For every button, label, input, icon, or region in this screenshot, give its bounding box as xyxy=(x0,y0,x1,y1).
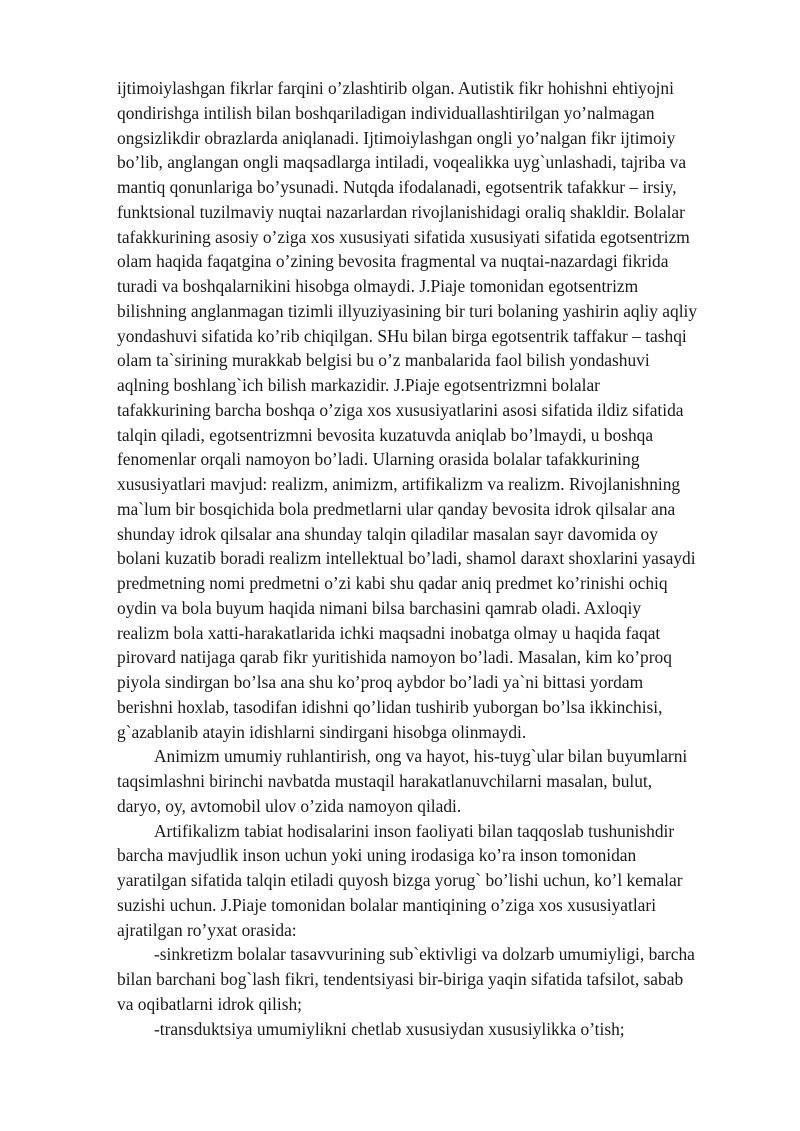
list-item-sinkretizm xyxy=(117,942,747,1016)
text-line: qondirishga intilish bilan boshqariladigan individuallashtirilgan yo’nalmagan xyxy=(117,102,655,123)
text-line: bo’lib, anglangan ongli maqsadlarga intiladi, voqealikka uyg`unlashadi, tajriba va xyxy=(117,152,687,173)
text-line: piyola sindirgan bo’lsa ana shu ko’proq aybdor bo’ladi ya`ni bittasi yordam xyxy=(117,672,644,692)
text-line: realizm bola xatti-harakatlarida ichki maqsadni inobatga olmay u haqida faqat xyxy=(117,622,661,643)
list-item-transduktsiya xyxy=(117,1017,747,1042)
text-line: turadi va boshqalarnikini hisobga olmaydi. J.Piaje tomonidan egotsentrizm xyxy=(117,276,639,296)
text-line: shunday idrok qilsalar ana shunday talqin qiladilar masalan sayr davomida oy xyxy=(117,523,658,544)
text-line: suzishi uchun. J.Piaje tomonidan bolalar mantiqining o’ziga xos xususiyatlari xyxy=(117,894,657,915)
text-line: g`azablanib atayin idishlarni sindirgani hisobga olinmaydi. xyxy=(117,721,527,742)
text-line: va oqibatlarni idrok qilish; xyxy=(117,993,302,1014)
text-line: tafakkurining barcha boshqa o’ziga xos xususiyatlarini asosi sifatida ildiz sifatida xyxy=(117,399,684,420)
text-line: Artifikalizm tabiat hodisalarini inson faoliyati bilan taqqoslab tushunishdir xyxy=(154,820,675,841)
text-line: bolani kuzatib boradi realizm intellektual bo’ladi, shamol daraxt shoxlarini yasaydi xyxy=(117,548,696,569)
text-line: daryo, oy, avtomobil ulov o’zida namoyon qiladi. xyxy=(117,795,462,816)
text-line: talqin qiladi, egotsentrizmni bevosita kuzatuvda aniqlab bo’lmaydi, u boshqa xyxy=(117,424,654,445)
body-text xyxy=(117,76,747,1041)
text-line: xususiyatlari mavjud: realizm, animizm, artifikalizm va realizm. Rivojlanishning xyxy=(117,474,681,494)
text-line: predmetning nomi predmetni o’zi kabi shu qadar aniq predmet ko’rinishi ochiq xyxy=(117,573,668,593)
text-line: fenomenlar orqali namoyon bo’ladi. Ularning orasida bolalar tafakkurining xyxy=(117,449,640,470)
text-line: funktsional tuzilmaviy nuqtai nazarlardan rivojlanishidagi oraliq shakldir. Bolalar xyxy=(117,201,685,222)
text-line: oydin va bola buyum haqida nimani bilsa barchasini qamrab oladi. Axloqiy xyxy=(117,597,642,618)
text-line: -transduktsiya umumiylikni chetlab xususiydan xususiylikka o’tish; xyxy=(154,1018,625,1039)
text-line: yaratilgan sifatida talqin etiladi quyosh bizga yorug` bo’lishi uchun, ko’l kemalar xyxy=(117,870,683,890)
text-line: ma`lum bir bosqichida bola predmetlarni ular qanday bevosita idrok qilsalar ana xyxy=(117,498,676,519)
text-line: Animizm umumiy ruhlantirish, ong va hayot, his-tuyg`ular bilan buyumlarni xyxy=(154,746,688,767)
text-line: bilishning anglanmagan tizimli illyuziyasining bir turi bolaning yashirin aqliy aqliy xyxy=(117,300,698,321)
text-line: aqlning boshlang`ich bilish markazidir. J.Piaje egotsentrizmni bolalar xyxy=(117,375,600,395)
text-line: ongsizlikdir obrazlarda aniqlanadi. Ijtimoiylashgan ongli yo’nalgan fikr ijtimoiy xyxy=(117,127,676,148)
text-line: berishni hoxlab, tasodifan idishni qo’lidan tushirib yuborgan bo’lsa ikkinchisi, xyxy=(117,696,663,717)
text-line: ijtimoiylashgan fikrlar farqini o’zlashtirib olgan. Autistik fikr hohishni ehtiyojni xyxy=(117,78,674,98)
text-line: yondashuvi sifatida ko’rib chiqilgan. SHu bilan birga egotsentrik taffakur – tashqi xyxy=(117,325,687,346)
text-line: pirovard natijaga qarab fikr yuritishida namoyon bo’ladi. Masalan, kim ko’proq xyxy=(117,647,672,668)
paragraph-animizm xyxy=(117,744,747,818)
text-line: olam haqida faqatgina o’zining bevosita fragmental va nuqtai-nazardagi fikrida xyxy=(117,251,669,272)
text-line: tafakkurining asosiy o’ziga xos xususiyati sifatida xususiyati sifatida egotsentrizm xyxy=(117,226,690,247)
text-line: barcha mavjudlik inson uchun yoki uning irodasiga ko’ra inson tomonidan xyxy=(117,845,637,866)
text-line: olam ta`sirining murakkab belgisi bu o’z manbalarida faol bilish yondashuvi xyxy=(117,350,650,371)
paragraph-artifikalizm xyxy=(117,819,747,943)
paragraph xyxy=(117,76,747,744)
text-line: -sinkretizm bolalar tasavvurining sub`ektivligi va dolzarb umumiyligi, barcha xyxy=(154,944,695,965)
text-line: taqsimlashni birinchi navbatda mustaqil harakatlanuvchilarni masalan, bulut, xyxy=(117,771,653,791)
text-line: ajratilgan ro’yxat orasida: xyxy=(117,919,297,940)
text-line: mantiq qonunlariga bo’ysunadi. Nutqda ifodalanadi, egotsentrik tafakkur – irsiy, xyxy=(117,177,677,197)
text-line: bilan barchani bog`lash fikri, tendentsiyasi bir-biriga yaqin sifatida tafsilot, sabab xyxy=(117,969,684,989)
